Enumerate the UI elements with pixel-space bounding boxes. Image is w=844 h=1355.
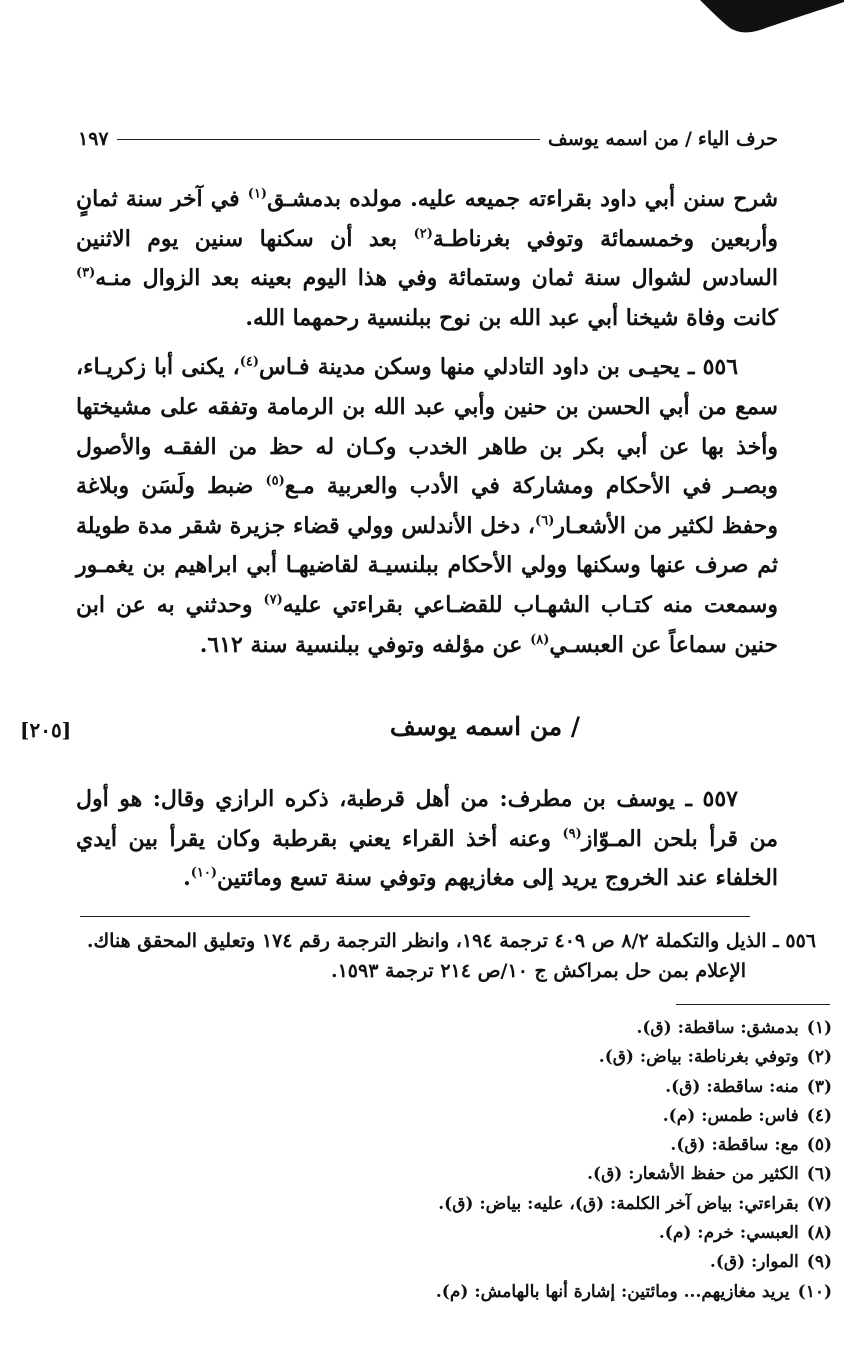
footnote-marker: (٢): [413, 226, 433, 242]
footnote: [300, 1160, 832, 1189]
footnote: [300, 1190, 832, 1219]
running-head-separator: /: [684, 128, 692, 150]
section-heading-row: [20, 712, 780, 752]
footnote-number: (٧): [806, 1193, 832, 1214]
footnote: [300, 1014, 832, 1043]
footnote-text: بقراءتي: بياض آخر الكلمة: (ق)، عليه: بياض: (ق).: [438, 1193, 799, 1214]
paragraph-3: [76, 780, 778, 899]
notes-divider: [80, 916, 750, 917]
page-corner-shadow: [700, 0, 844, 34]
footnote-marker: (٦): [535, 513, 555, 529]
footnote-text: فاس: طمس: (م).: [662, 1105, 799, 1126]
text-run: عن مؤلفه وتوفي ببلنسية سنة ٦١٢.: [199, 631, 531, 658]
text-run: ، دخل الأندلس وولي قضاء جزيرة شقر مدة طويلة ثم صرف عنها وسكنها وولي الأحكام ببلنسيـة لقاضيهـا أبي ابراهيم بن يغمـور وسمعت منه كتـاب الشهـاب للقضـاعي بقراءتي عليه: [76, 512, 778, 618]
footnote-text: منه: ساقطة: (ق).: [665, 1076, 799, 1097]
page-number: ١٩٧: [78, 128, 109, 150]
text-run: ، يكنى أبا زكريـاء، سمع من أبي الحسن بن حنين وأبي عبد الله بن الرمامة وتفقه على مشيختها وأخذ بها عن أبي بكر بن طاهر الخدب وكـان له حظ من الفقـه والأصول وبصـر في الأحكام ومشاركة في الأدب والعربية مـع: [76, 354, 778, 500]
paragraph-1: [76, 180, 778, 338]
footnote: [300, 1073, 832, 1102]
text-run: وحدثني به عن ابن حنين سماعاً عن العبسـي: [76, 591, 778, 658]
footnote: [300, 1131, 832, 1160]
footnote-number: (١٠): [797, 1281, 832, 1302]
text-run: كانت وفاة شيخنا أبي عبد الله بن نوح ببلنسية رحمهما الله.: [245, 304, 778, 331]
footnote: [300, 1278, 832, 1307]
footnote-text: العبسي: خرم: (م).: [658, 1223, 799, 1244]
footnote-number: (١): [806, 1018, 832, 1038]
text-run: شرح سنن أبي داود بقراءته جميعه عليه. مولده بدمشـق: [267, 186, 778, 212]
second-text-block: [76, 780, 778, 899]
footnote-text: يريد مغازيهم... ومائتين: إشارة أنها بالهامش: (م).: [435, 1281, 790, 1302]
page-reference: [٢٠٥]: [20, 718, 72, 742]
footnote-number: (٦): [806, 1164, 832, 1185]
footnote-marker: (١٠): [190, 865, 218, 881]
footnote-marker: (٥): [265, 473, 285, 489]
footnote-number: (٩): [806, 1252, 832, 1273]
footnote-text: وتوفي بغرناطة: بياض: (ق).: [598, 1047, 799, 1068]
text-run: ٥٥٧ ـ يوسف بن مطرف: من أهل قرطبة، ذكره الرازي وقال: هو أول من قرأ بلحن المـوّاز: [76, 786, 779, 852]
footnote-marker: (٧): [263, 592, 283, 608]
footnote-marker: (٨): [530, 632, 550, 648]
footnote-text: الكثير من حفظ الأشعار: (ق).: [587, 1164, 799, 1185]
footnote-marker: (٣): [76, 265, 96, 281]
text-run: .: [183, 865, 191, 892]
footnote-number: (٤): [806, 1105, 832, 1126]
paragraph-2: [76, 348, 778, 665]
footnote: [300, 1102, 832, 1131]
section-heading: / من اسمه يوسف: [389, 712, 580, 741]
footnote-marker: (٤): [239, 355, 260, 371]
footnote-text: مع: ساقطة: (ق).: [670, 1135, 799, 1156]
text-run: ٥٥٦ ـ يحيـى بن داود التادلي منها وسكن مدينة فـاس: [259, 354, 739, 381]
footnote-number: (٨): [806, 1223, 832, 1244]
running-head: [78, 124, 778, 154]
footnote-marker: (٩): [562, 826, 582, 842]
text-run: وعنه أخذ القراء يعني بقرطبة وكان يقرأ بين أيدي الخلفاء عند الخروج يريد إلى مغازيهم وتوفي سنة تسع ومائتين: [76, 825, 778, 892]
footnote-text: بدمشق: ساقطة: (ق).: [636, 1018, 799, 1038]
source-note-line-2: الإعلام بمن حل بمراكش ج ١٠/ص ٢١٤ ترجمة ١٥٩٣.: [330, 960, 746, 982]
main-text-block: [76, 180, 778, 665]
running-head-section: من اسمه يوسف: [548, 128, 679, 150]
footnote-marker: (١): [247, 186, 268, 202]
footnote: [300, 1248, 832, 1277]
footnote-number: (٥): [806, 1135, 832, 1156]
text-run: في آخر سنة ثمانٍ وأربعين وخمسمائة وتوفي بغرناطـة: [76, 186, 778, 252]
footnote: [300, 1219, 832, 1248]
source-note-line-1: ٥٥٦ ـ الذيل والتكملة ٨/٢ ص ٤٠٩ ترجمة ١٩٤، وانظر الترجمة رقم ١٧٤ وتعليق المحقق هناك.: [86, 930, 816, 952]
footnote-number: (٣): [806, 1076, 832, 1097]
footnotes-list: [300, 1014, 832, 1307]
footnote-number: (٢): [806, 1047, 832, 1068]
footnote-text: الموار: (ق).: [709, 1252, 799, 1273]
footnote: [300, 1043, 832, 1072]
text-run: بعد أن سكنها سنين يوم الاثنين السادس لشوال سنة ثمان وستمائة وفي هذا اليوم بعينه بعد الزوال منـه: [76, 225, 778, 292]
running-head-chapter: حرف الياء: [697, 128, 778, 150]
running-head-rule: [117, 139, 540, 140]
footnotes-divider: [676, 1004, 830, 1005]
source-note: [76, 926, 816, 986]
text-run: ضبط ولَسَن وبلاغة وحفظ لكثير من الأشعـار: [76, 473, 778, 539]
